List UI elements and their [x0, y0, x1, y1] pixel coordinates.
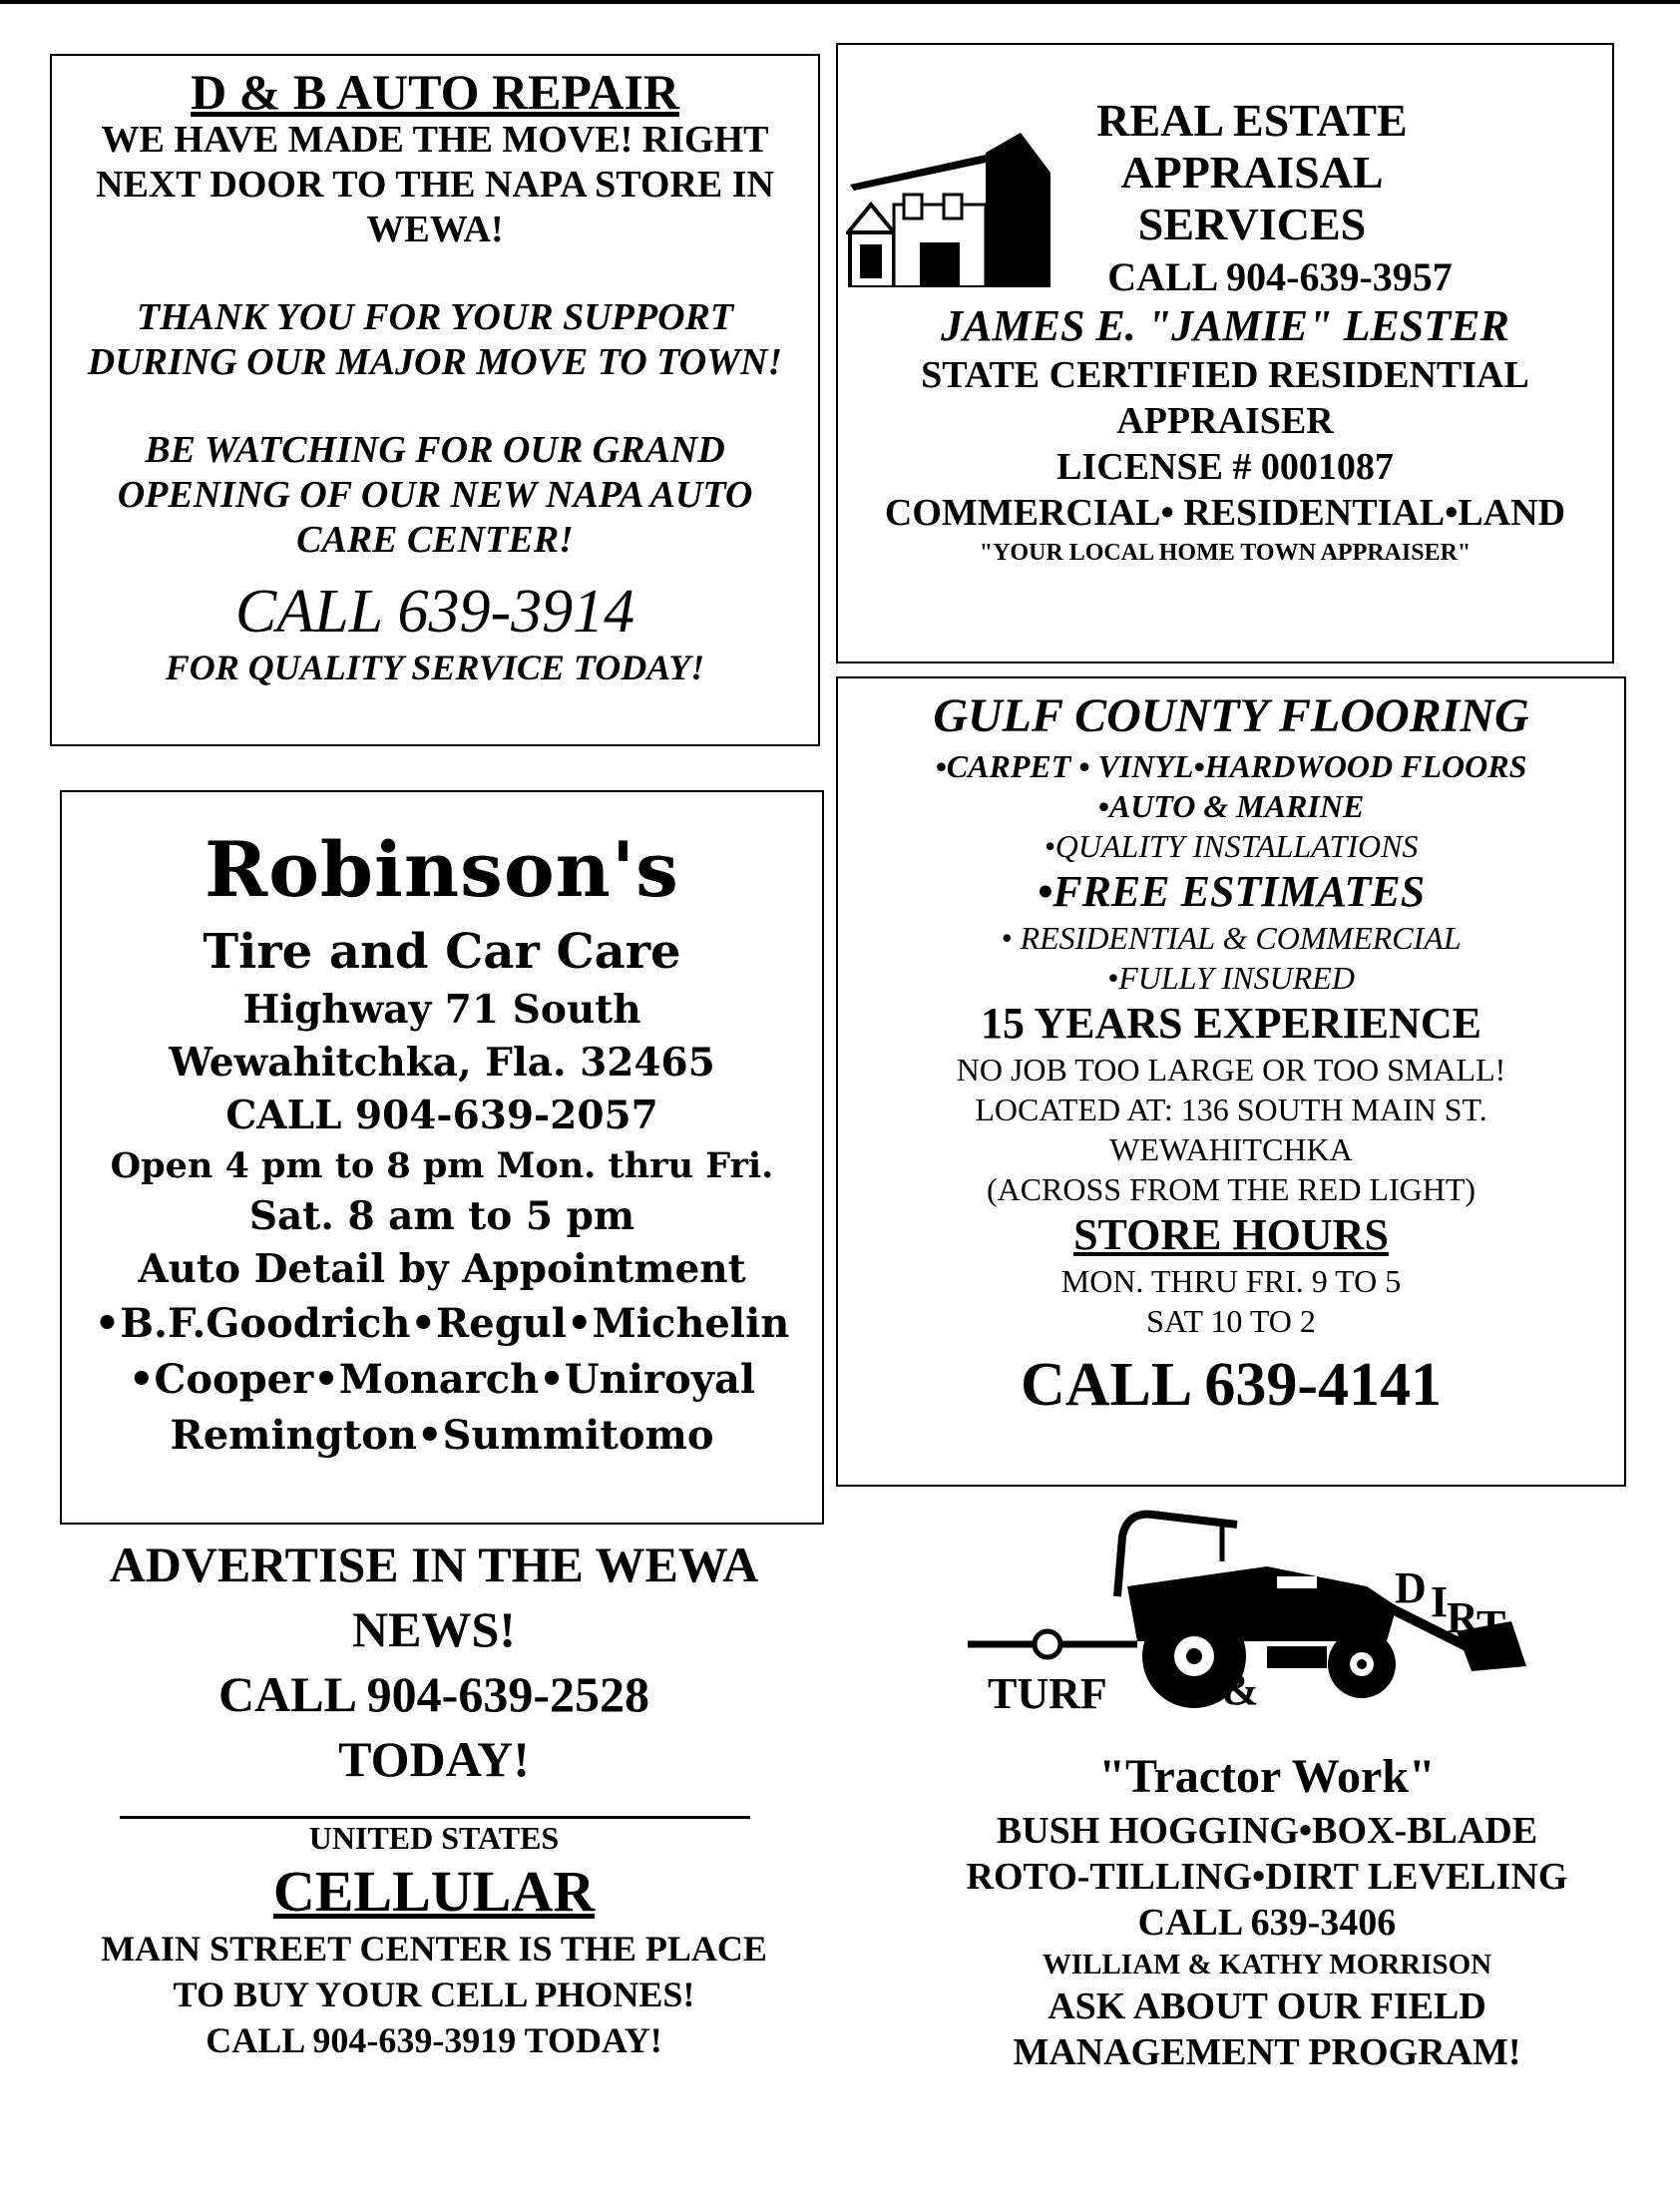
re-license: LICENSE # 0001087: [1056, 446, 1394, 488]
db-auto-repair-ad: [50, 54, 820, 746]
cell-title: CELLULAR: [272, 1859, 596, 1924]
re-heading: [1057, 95, 1447, 250]
gf-info-line-1: NO JOB TOO LARGE OR TOO SMALL!: [956, 1052, 1506, 1088]
gf-floors: •CARPET • VINYL•HARDWOOD FLOORS: [935, 748, 1527, 784]
real-estate-appraisal-ad: [836, 43, 1614, 663]
turf-and-dirt-ad: [898, 1507, 1636, 2165]
rb-address-line-1: Highway 71 South: [242, 987, 641, 1033]
re-cert-line-2: APPRAISER: [1116, 400, 1334, 442]
re-appraiser-name: JAMES E. "JAMIE" LESTER: [941, 301, 1509, 350]
gf-insured: •FULLY INSURED: [1107, 960, 1355, 996]
db-title: D & B AUTO REPAIR: [191, 64, 679, 120]
rb-hours-line-2: Sat. 8 am to 5 pm: [248, 1193, 635, 1239]
re-cert-line-1: STATE CERTIFIED RESIDENTIAL: [921, 354, 1529, 396]
re-phone: CALL 904-639-3957: [1107, 254, 1453, 299]
cell-top: UNITED STATES: [308, 1820, 560, 1856]
gf-quality: •QUALITY INSTALLATIONS: [1044, 828, 1419, 864]
re-heading-line-1: REAL ESTATE: [1096, 95, 1408, 146]
db-grand-line-2: OPENING OF OUR NEW NAPA AUTO: [117, 474, 753, 516]
db-thanks-line-1: THANK YOU FOR YOUR SUPPORT: [136, 296, 734, 338]
top-rule: [0, 0, 1680, 4]
td-phone: CALL 639-3406: [1137, 1902, 1397, 1944]
gf-experience: 15 YEARS EXPERIENCE: [980, 999, 1481, 1048]
td-services-line-1: BUSH HOGGING•BOX-BLADE: [996, 1810, 1538, 1852]
cell-line-2: TO BUY YOUR CELL PHONES!: [173, 1975, 695, 2014]
adv-line-2: NEWS!: [352, 1601, 516, 1657]
dirt-letter-t: T: [1476, 1601, 1506, 1650]
td-owners: WILLIAM & KATHY MORRISON: [1042, 1949, 1492, 1980]
advertise-notice: [40, 1533, 828, 1792]
gf-hours-line-2: SAT 10 TO 2: [1146, 1303, 1316, 1339]
rb-brands-line-1: •B.F.Goodrich•Regul•Michelin: [94, 1300, 790, 1347]
rb-detail: Auto Detail by Appointment: [138, 1246, 746, 1292]
rb-brands-line-2: •Cooper•Monarch•Uniroyal: [128, 1356, 756, 1403]
td-tractor-work: "Tractor Work": [1098, 1750, 1436, 1803]
db-move-line-3: WEWA!: [366, 209, 504, 250]
ampersand-label: &: [1222, 1665, 1259, 1714]
gulf-county-flooring-ad: [836, 676, 1626, 1487]
gf-info-line-2: LOCATED AT: 136 SOUTH MAIN ST.: [975, 1092, 1487, 1127]
cell-line-3: CALL 904-639-3919 TODAY!: [206, 2020, 662, 2060]
gf-info-line-3: WEWAHITCHKA: [1109, 1131, 1353, 1167]
re-heading-line-2: APPRAISAL: [1120, 147, 1384, 198]
gf-residential: • RESIDENTIAL & COMMERCIAL: [1001, 920, 1462, 956]
adv-line-4: TODAY!: [338, 1731, 530, 1787]
td-ask-line-1: ASK ABOUT OUR FIELD: [1048, 1985, 1486, 2027]
gf-hours-title: STORE HOURS: [1073, 1210, 1389, 1259]
db-grand-line-3: CARE CENTER!: [296, 519, 574, 561]
db-move-line-1: WE HAVE MADE THE MOVE! RIGHT: [101, 119, 769, 161]
re-heading-line-3: SERVICES: [1137, 199, 1367, 249]
re-tagline: "YOUR LOCAL HOME TOWN APPRAISER": [979, 540, 1471, 566]
db-thanks-line-2: DURING OUR MAJOR MOVE TO TOWN!: [87, 341, 783, 383]
gf-title: GULF COUNTY FLOORING: [933, 689, 1529, 742]
gf-auto: •AUTO & MARINE: [1097, 788, 1365, 824]
dirt-letter-r: R: [1447, 1593, 1478, 1642]
dirt-letter-i: I: [1431, 1577, 1449, 1626]
dirt-letter-d: D: [1395, 1563, 1427, 1612]
re-types: COMMERCIAL• RESIDENTIAL•LAND: [884, 492, 1566, 534]
turf-label: TURF: [988, 1669, 1107, 1718]
rb-phone: CALL 904-639-2057: [225, 1093, 658, 1138]
gf-info-line-4: (ACROSS FROM THE RED LIGHT): [986, 1171, 1476, 1207]
gf-phone: CALL 639-4141: [1021, 1351, 1442, 1419]
robinsons-tire-ad: [60, 790, 824, 1525]
rb-address-line-2: Wewahitchka, Fla. 32465: [169, 1040, 715, 1086]
rb-brands-line-3: Remington•Summitomo: [170, 1412, 714, 1459]
db-grand-line-1: BE WATCHING FOR OUR GRAND: [145, 429, 725, 471]
td-services-line-2: ROTO-TILLING•DIRT LEVELING: [966, 1856, 1568, 1898]
db-phone: CALL 639-3914: [234, 578, 635, 646]
db-quality: FOR QUALITY SERVICE TODAY!: [165, 648, 705, 687]
gf-free-estimates: •FREE ESTIMATES: [1037, 867, 1426, 916]
db-move-line-2: NEXT DOOR TO THE NAPA STORE IN: [96, 164, 774, 206]
adv-line-1: ADVERTISE IN THE WEWA: [109, 1537, 759, 1592]
gf-hours-line-1: MON. THRU FRI. 9 TO 5: [1060, 1263, 1402, 1299]
us-cellular-ad: [40, 1818, 828, 2063]
cell-line-1: MAIN STREET CENTER IS THE PLACE: [101, 1929, 767, 1969]
rb-subtitle: Tire and Car Care: [203, 924, 681, 980]
adv-line-3: CALL 904-639-2528: [218, 1666, 649, 1722]
rb-hours-line-1: Open 4 pm to 8 pm Mon. thru Fri.: [110, 1145, 774, 1186]
rb-name: Robinson's: [205, 825, 679, 914]
td-ask-line-2: MANAGEMENT PROGRAM!: [1013, 2031, 1521, 2073]
